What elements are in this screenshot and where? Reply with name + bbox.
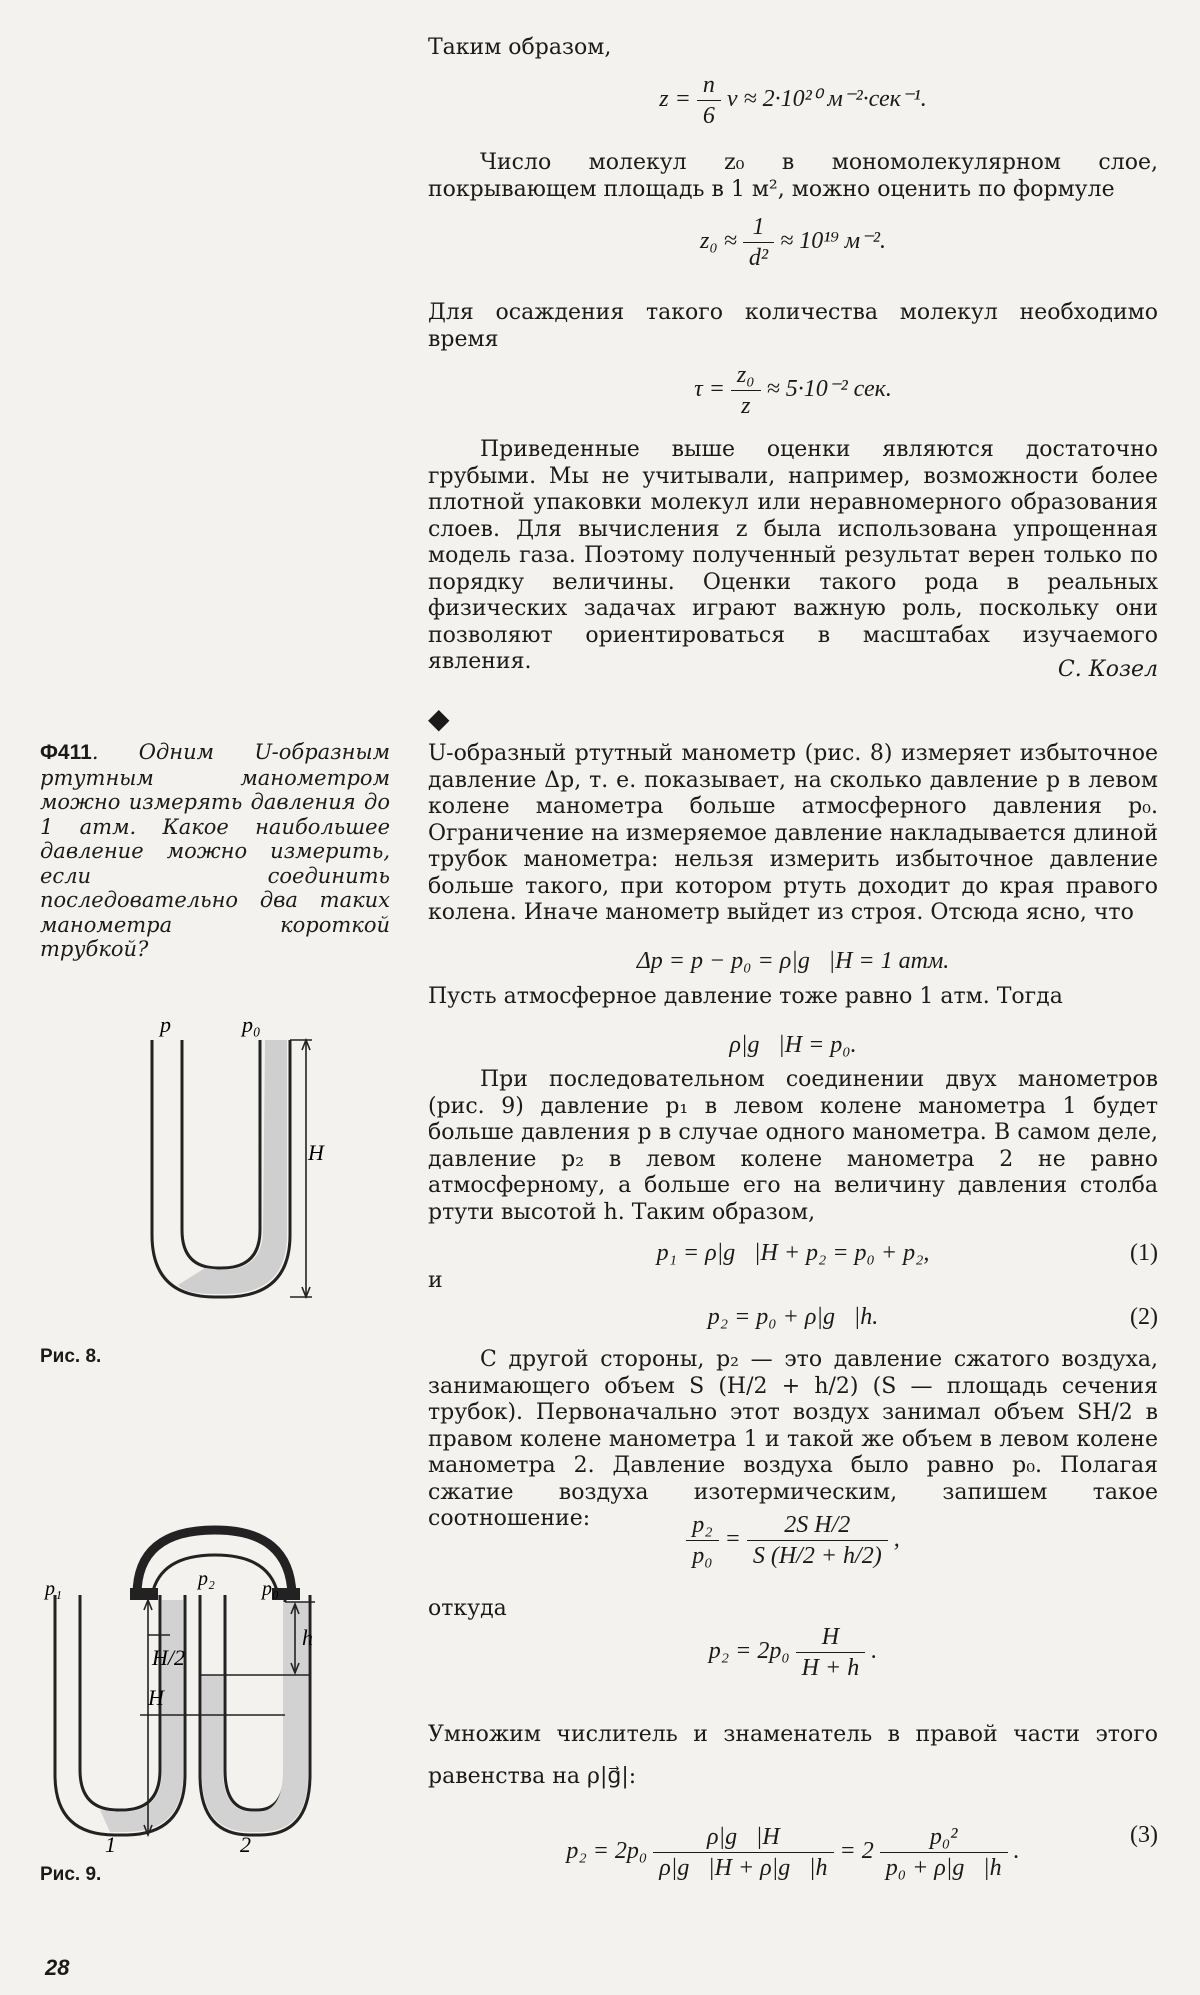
solution-paragraph-4: С другой стороны, p₂ — это давление сжатого воздуха, занимающего объем S (H/2 + h/2) (S — площадь сечения трубок). Первоначально этот воздух занимал объем SH/2 в правом колене манометра 1 и такой же объем в левом колене манометра 2. Давление воздуха было равно p₀. Полагая сжатие воздуха изотермическим, запишем такое соотношение: [428,1347,1158,1531]
eq2-num: 1 [743,212,774,243]
eq8-left-fraction [686,1510,718,1571]
eq10-num1: ρ|g⃗|H [653,1822,833,1853]
fig8-mercury [178,1040,287,1294]
eq3-num: z₀ [731,360,761,391]
eq10-fraction-2 [880,1822,1008,1883]
figure-9 [40,1520,420,1860]
paragraph-1: Число молекул z₀ в мономолекулярном слое, покрывающем площадь в 1 м², можно оценить по формуле [428,150,1158,202]
equation-2 [428,1304,1158,1331]
solution-paragraph-1: U-образный ртутный манометр (рис. 8) измеряет избыточное давление Δp, т. е. показывает, на сколько давление p в левом колене манометра больше атмосферного давления p₀. Ограничение на измеряемое давление накладывается длиной трубок манометра: нельзя измерить избыточное давление больше такого, при котором ртуть доходит до края правого колена. Иначе манометр выйдет из строя. Отсюда ясно, что [428,741,1158,925]
fig8-caption: Рис. 8. [40,1346,102,1367]
signature: С. Козел [1057,657,1158,682]
whence-word: откуда [428,1596,507,1621]
eq2-lhs: z₀ ≈ [700,228,737,255]
eq9-fraction [796,1622,866,1683]
equation-rho-g-h: ρ|g⃗|H = p₀. [729,1032,857,1058]
fig9-label-h: h [302,1625,313,1650]
page-number: 28 [45,1955,70,1980]
eq10-number: (3) [1130,1822,1158,1848]
paragraph-3: Приведенные выше оценки являются достаточно грубыми. Мы не учитывали, например, возможности более плотной упаковки молекул или неравномерного образования слоев. Для вычисления z была использована упрощенная модель газа. Поэтому полученный результат верен только по порядку величины. Оценки такого рода в реальных физических задачах играют важную роль, поскольку они позволяют ориентироваться в масштабах изучаемого явления. [428,437,1158,674]
eq9-lhs: p₂ = 2p₀ [708,1638,790,1665]
fig8-inner-tube [182,1040,260,1268]
problem-label: Ф411 [40,741,92,764]
eq7-number: (2) [1130,1304,1158,1330]
eq3-den: z [741,393,751,419]
fig8-label-p0: p₀ [242,1012,261,1037]
fig9-label-p0: p₀ [262,1578,279,1600]
intro-text: Таким образом, [428,35,612,60]
fig9-label-H2: H/2 [152,1645,185,1670]
equation-delta-p: Δp = p − p₀ = ρ|g⃗|H = 1 атм. [636,948,950,974]
solution-paragraph-2: Пусть атмосферное давление тоже равно 1 атм. Тогда [428,984,1063,1009]
eq1-fraction [697,70,721,131]
eq2-fraction [743,212,774,273]
fig9-label-p2: p₂ [198,1568,215,1590]
eq1-lhs: z = [659,86,691,113]
eq1-num: n [697,70,721,101]
equation-tau [428,360,1158,421]
eq6-number: (1) [1130,1240,1158,1266]
eq7-body: p₂ = p₀ + ρ|g⃗|h. [707,1304,879,1330]
fig9-label-2: 2 [240,1832,251,1857]
eq10-fraction-1 [653,1822,833,1883]
eq1-den: 6 [702,103,715,129]
eq6-body: p₁ = ρ|g⃗|H + p₂ = p₀ + p₂, [656,1240,930,1266]
eq2-den: d² [748,245,769,271]
paragraph-2: Для осаждения такого количества молекул необходимо время [428,300,1158,352]
problem-text: . Одним U-образным ртутным манометром можно измерять давления до 1 атм. Какое наибольшее давление можно измерить, если соединить последовательно два таких манометра короткой трубкой? [40,740,390,961]
eq3-lhs: τ = [694,376,725,403]
fig9-label-p1: p₁ [45,1578,62,1600]
solution-paragraph-5: Умножим числитель и знаменатель в правой части этого равенства на ρ|g⃗|: [428,1722,1158,1789]
equation-3: p₂ = 2p₀ $\frac{\rho|g⃗|H}{\rho|g⃗|H + \rho|g⃗|h}$ = 2 $\frac{\text{p₀²}}{\text{p₀ + ρ|g⃗|h}}$ . (3) [566,1822,1158,1881]
eq10-den1: ρ|g⃗|H + ρ|g⃗|h [659,1855,828,1881]
figure-8 [130,1000,330,1310]
eq8-right-num: 2S H/2 [747,1510,888,1541]
eq3-rhs: ≈ 5·10⁻² сек. [766,376,892,403]
eq10-num2: p₀² [880,1822,1008,1853]
eq1-rhs: v ≈ 2·10²⁰ м⁻²·сек⁻¹. [726,86,927,113]
fig9-label-H: H [148,1685,164,1710]
eq2-rhs: ≈ 10¹⁹ м⁻². [780,228,886,255]
problem-statement [40,740,390,962]
fig8-label-p: p [160,1012,171,1037]
eq10-den2: p₀ + ρ|g⃗|h [885,1855,1002,1881]
fig8-label-H: H [308,1140,324,1165]
eq9-den: H + h [801,1655,860,1681]
equation-p2: p₂ = 2p₀ $\frac{H}{H + h}$ . [708,1624,878,1681]
and-word: и [428,1268,443,1293]
eq10-mid: = 2 [839,1838,874,1865]
eq9-num: H [796,1622,866,1653]
eq8-right-den: S (H/2 + h/2) [752,1543,882,1569]
diamond-icon: ◆ [428,702,450,735]
solution-paragraph-3: При последовательном соединении двух манометров (рис. 9) давление p₁ в левом колене манометра 1 будет больше давления p в случае одного манометра. В самом деле, давление p₂ в левом колене манометра 2 не равно атмосферному, а больше его на величину давления столба ртути высотой h. Таким образом, [428,1067,1158,1225]
eq8-left-den: p₀ [692,1543,713,1569]
equation-z [428,70,1158,131]
eq8-left-num: p₂ [686,1510,718,1541]
fig9-label-1: 1 [105,1832,116,1857]
eq8-right-fraction [747,1510,888,1571]
eq10-lhs: p₂ = 2p₀ [566,1838,648,1865]
equation-z0 [428,212,1158,273]
eq3-fraction [731,360,761,421]
fig9-caption: Рис. 9. [40,1864,102,1885]
equation-1 [428,1240,1158,1267]
equation-ratio: $\frac{\text{p₂}}{\text{p₀}}$ = $\frac{\text{2S H/2}}{S (H/2 + h/2)}$ , [428,1510,1158,1571]
